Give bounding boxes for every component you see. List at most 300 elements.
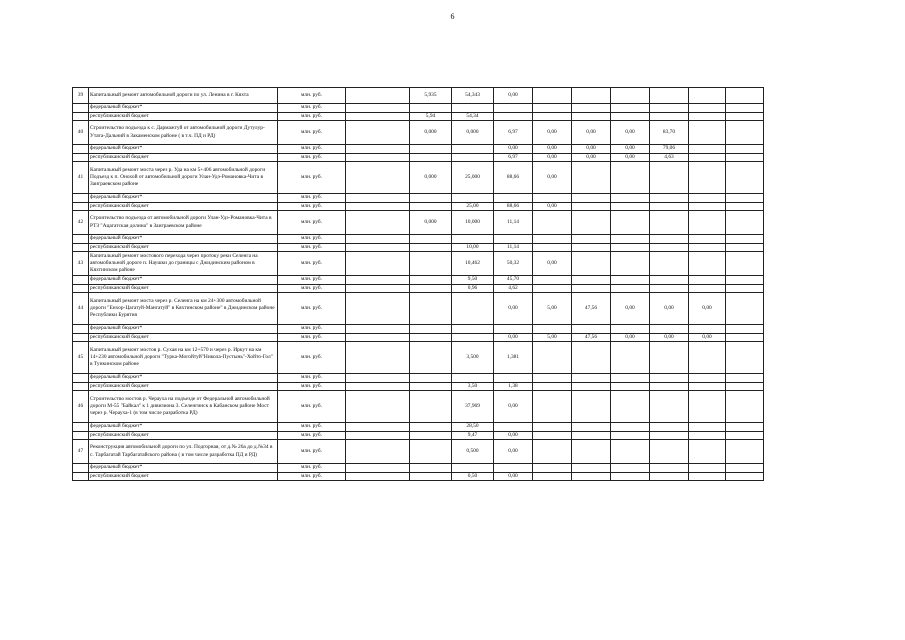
row-number: [73, 145, 89, 154]
value-cell-9: [689, 121, 726, 145]
row-name: федеральный бюджет*: [89, 194, 278, 203]
value-cell-7: [611, 391, 650, 423]
value-cell-5: 5,00: [533, 333, 572, 342]
value-cell-4: 1,381: [494, 342, 533, 374]
value-cell-6: [572, 202, 611, 211]
value-cell-7: [611, 374, 650, 383]
value-cell-1: [346, 194, 410, 203]
value-cell-2: [410, 440, 452, 464]
value-cell-6: [572, 252, 611, 276]
value-cell-3: 0,500: [452, 440, 494, 464]
value-cell-6: [572, 382, 611, 391]
value-cell-4: 88,66: [494, 162, 533, 194]
value-cell-1: [346, 162, 410, 194]
budget-table: [72, 87, 764, 481]
value-cell-1: [346, 374, 410, 383]
value-cell-5: 0,00: [533, 162, 572, 194]
value-cell-10: [726, 325, 764, 334]
value-cell-5: 5,00: [533, 293, 572, 325]
row-unit: млн. руб.: [278, 431, 346, 440]
value-cell-9: [689, 374, 726, 383]
row-unit: млн. руб.: [278, 194, 346, 203]
value-cell-7: 0,00: [611, 153, 650, 162]
value-cell-5: [533, 112, 572, 121]
value-cell-2: 5,94: [410, 112, 452, 121]
value-cell-4: 4,62: [494, 284, 533, 293]
row-number: [73, 374, 89, 383]
row-number: 46: [73, 391, 89, 423]
value-cell-10: [726, 153, 764, 162]
value-cell-3: [452, 235, 494, 244]
value-cell-5: 0,00: [533, 202, 572, 211]
row-unit: млн. руб.: [278, 276, 346, 285]
value-cell-5: [533, 374, 572, 383]
row-unit: млн. руб.: [278, 374, 346, 383]
value-cell-10: [726, 145, 764, 154]
value-cell-8: [650, 104, 689, 113]
value-cell-2: [410, 472, 452, 481]
table-row-budget: [73, 194, 764, 203]
value-cell-7: [611, 211, 650, 235]
value-cell-3: [452, 104, 494, 113]
value-cell-1: [346, 104, 410, 113]
row-unit: млн. руб.: [278, 342, 346, 374]
value-cell-6: [572, 464, 611, 473]
value-cell-9: [689, 276, 726, 285]
value-cell-4: 0,00: [494, 472, 533, 481]
row-number: [73, 243, 89, 252]
value-cell-1: [346, 112, 410, 121]
value-cell-6: [572, 112, 611, 121]
value-cell-3: 10,00: [452, 243, 494, 252]
table-row-item: [73, 211, 764, 235]
row-unit: млн. руб.: [278, 293, 346, 325]
value-cell-8: 0,00: [650, 333, 689, 342]
value-cell-5: [533, 284, 572, 293]
value-cell-9: [689, 162, 726, 194]
row-unit: млн. руб.: [278, 464, 346, 473]
value-cell-8: [650, 284, 689, 293]
value-cell-5: 0,00: [533, 252, 572, 276]
value-cell-1: [346, 276, 410, 285]
value-cell-2: [410, 342, 452, 374]
value-cell-1: [346, 431, 410, 440]
value-cell-5: [533, 243, 572, 252]
value-cell-2: [410, 464, 452, 473]
row-name: Капитальный ремонт моста через р. Уда на км 5+406 автомобильной дороги Подъезд к п. Онохой от автомобильной дороги Улан-Удэ-Романовка-Чита в Заиграевском районе: [89, 162, 278, 194]
row-number: 40: [73, 121, 89, 145]
value-cell-1: [346, 252, 410, 276]
table-row-budget: [73, 112, 764, 121]
value-cell-8: [650, 440, 689, 464]
value-cell-4: 88,66: [494, 202, 533, 211]
value-cell-8: [650, 431, 689, 440]
value-cell-4: [494, 464, 533, 473]
value-cell-5: [533, 211, 572, 235]
row-unit: млн. руб.: [278, 153, 346, 162]
value-cell-1: [346, 235, 410, 244]
value-cell-3: 25,00: [452, 202, 494, 211]
value-cell-2: [410, 284, 452, 293]
value-cell-9: [689, 202, 726, 211]
value-cell-4: 0,00: [494, 391, 533, 423]
table-row-budget: [73, 145, 764, 154]
row-name: республиканский бюджет: [89, 284, 278, 293]
value-cell-7: [611, 162, 650, 194]
value-cell-2: [410, 374, 452, 383]
value-cell-3: [452, 293, 494, 325]
value-cell-9: [689, 88, 726, 104]
table-row-budget: [73, 464, 764, 473]
value-cell-2: [410, 252, 452, 276]
value-cell-6: [572, 276, 611, 285]
value-cell-9: [689, 112, 726, 121]
row-number: [73, 284, 89, 293]
value-cell-1: [346, 325, 410, 334]
value-cell-9: [689, 431, 726, 440]
value-cell-7: [611, 382, 650, 391]
row-name: республиканский бюджет: [89, 333, 278, 342]
value-cell-2: 0,000: [410, 121, 452, 145]
value-cell-7: [611, 112, 650, 121]
value-cell-4: 0,00: [494, 88, 533, 104]
row-unit: млн. руб.: [278, 252, 346, 276]
value-cell-3: [452, 374, 494, 383]
value-cell-10: [726, 162, 764, 194]
table-row-budget: [73, 325, 764, 334]
value-cell-9: [689, 472, 726, 481]
value-cell-2: [410, 145, 452, 154]
value-cell-7: 0,00: [611, 145, 650, 154]
value-cell-7: [611, 342, 650, 374]
row-unit: млн. руб.: [278, 235, 346, 244]
value-cell-6: [572, 374, 611, 383]
row-name: Строительство мостов р. Черауха на подъезде от Федеральной автомобильной дороги М-55 "Байкал" к 1 дивизиона 3. Селенгинск в Кабанском районе Мост через р. Черауха-1 (в том числе разработка РД): [89, 391, 278, 423]
value-cell-9: [689, 194, 726, 203]
value-cell-3: 37,969: [452, 391, 494, 423]
row-name: Строительство подъезда от автомобильной дороги Улан-Удэ-Романовка-Чита в РТЗ "Ацагатская долина" в Заиграевском районе: [89, 211, 278, 235]
value-cell-3: 10,000: [452, 211, 494, 235]
value-cell-1: [346, 88, 410, 104]
row-number: [73, 194, 89, 203]
value-cell-6: [572, 243, 611, 252]
value-cell-10: [726, 88, 764, 104]
value-cell-10: [726, 243, 764, 252]
value-cell-1: [346, 423, 410, 432]
row-name: федеральный бюджет*: [89, 464, 278, 473]
value-cell-10: [726, 211, 764, 235]
value-cell-5: [533, 472, 572, 481]
row-name: федеральный бюджет*: [89, 325, 278, 334]
value-cell-2: [410, 202, 452, 211]
value-cell-7: 0,00: [611, 293, 650, 325]
table-row-budget: [73, 374, 764, 383]
value-cell-1: [346, 202, 410, 211]
value-cell-3: 0,96: [452, 284, 494, 293]
value-cell-9: [689, 382, 726, 391]
value-cell-3: 25,000: [452, 162, 494, 194]
value-cell-1: [346, 121, 410, 145]
table-row-budget: [73, 153, 764, 162]
value-cell-1: [346, 145, 410, 154]
value-cell-9: [689, 342, 726, 374]
row-unit: млн. руб.: [278, 202, 346, 211]
value-cell-5: [533, 382, 572, 391]
table-row-budget: [73, 284, 764, 293]
value-cell-2: [410, 325, 452, 334]
row-name: республиканский бюджет: [89, 153, 278, 162]
row-unit: млн. руб.: [278, 382, 346, 391]
value-cell-6: [572, 431, 611, 440]
value-cell-10: [726, 440, 764, 464]
value-cell-10: [726, 284, 764, 293]
value-cell-6: 0,00: [572, 145, 611, 154]
value-cell-5: [533, 464, 572, 473]
value-cell-9: 0,00: [689, 293, 726, 325]
value-cell-2: [410, 423, 452, 432]
row-unit: млн. руб.: [278, 88, 346, 104]
table-row-budget: [73, 235, 764, 244]
value-cell-10: [726, 472, 764, 481]
table-row-budget: [73, 333, 764, 342]
row-unit: млн. руб.: [278, 284, 346, 293]
value-cell-3: [452, 333, 494, 342]
value-cell-8: [650, 112, 689, 121]
value-cell-10: [726, 333, 764, 342]
value-cell-1: [346, 293, 410, 325]
value-cell-6: [572, 472, 611, 481]
value-cell-7: [611, 276, 650, 285]
value-cell-5: 0,00: [533, 121, 572, 145]
row-name: Капитальный ремонт мостов р. Сухая на км 12+570 и через р. Иркут на км 14+230 автомобильной дороги "Турка-Могойтуй"Никола-Пустынь"-Хойто-Гол" в Тункинском районе: [89, 342, 278, 374]
value-cell-7: [611, 472, 650, 481]
value-cell-7: [611, 284, 650, 293]
row-number: [73, 104, 89, 113]
value-cell-10: [726, 104, 764, 113]
value-cell-10: [726, 431, 764, 440]
row-number: 42: [73, 211, 89, 235]
value-cell-7: [611, 423, 650, 432]
value-cell-3: 3,50: [452, 382, 494, 391]
value-cell-6: [572, 235, 611, 244]
value-cell-2: 0,000: [410, 211, 452, 235]
row-number: [73, 276, 89, 285]
value-cell-7: [611, 194, 650, 203]
row-name: федеральный бюджет*: [89, 276, 278, 285]
value-cell-9: 0,00: [689, 333, 726, 342]
table-row-item: [73, 293, 764, 325]
row-name: федеральный бюджет*: [89, 374, 278, 383]
value-cell-1: [346, 153, 410, 162]
value-cell-7: 0,00: [611, 333, 650, 342]
row-number: [73, 382, 89, 391]
value-cell-8: [650, 252, 689, 276]
value-cell-6: [572, 162, 611, 194]
row-name: республиканский бюджет: [89, 243, 278, 252]
value-cell-1: [346, 342, 410, 374]
value-cell-10: [726, 235, 764, 244]
value-cell-2: [410, 382, 452, 391]
row-name: республиканский бюджет: [89, 112, 278, 121]
value-cell-4: 1,38: [494, 382, 533, 391]
value-cell-9: [689, 252, 726, 276]
value-cell-8: 4,63: [650, 153, 689, 162]
value-cell-4: 11,14: [494, 211, 533, 235]
value-cell-3: [452, 145, 494, 154]
value-cell-4: 11,14: [494, 243, 533, 252]
value-cell-4: 45,70: [494, 276, 533, 285]
value-cell-2: [410, 293, 452, 325]
value-cell-4: 0,00: [494, 431, 533, 440]
table-row-item: [73, 342, 764, 374]
value-cell-1: [346, 464, 410, 473]
row-number: [73, 202, 89, 211]
value-cell-1: [346, 211, 410, 235]
table-row-budget: [73, 276, 764, 285]
value-cell-9: [689, 284, 726, 293]
row-number: [73, 112, 89, 121]
value-cell-8: [650, 464, 689, 473]
value-cell-4: [494, 374, 533, 383]
value-cell-8: [650, 472, 689, 481]
row-name: Капитальный ремонт моста через р. Селенга на км 24+300 автомобильной дороги "Енхор-Цагатуй-Мангатуй" в Кяхтинском районе" в Джидинском районе Республики Бурятия: [89, 293, 278, 325]
value-cell-5: [533, 423, 572, 432]
value-cell-8: [650, 382, 689, 391]
value-cell-8: [650, 276, 689, 285]
value-cell-6: [572, 88, 611, 104]
value-cell-3: 0,000: [452, 121, 494, 145]
table-row-budget: [73, 423, 764, 432]
row-number: [73, 431, 89, 440]
value-cell-1: [346, 333, 410, 342]
row-unit: млн. руб.: [278, 423, 346, 432]
row-name: республиканский бюджет: [89, 202, 278, 211]
value-cell-3: [452, 325, 494, 334]
row-name: Капитальный ремонт автомобильной дороги по ул. Ленина в г. Кяхта: [89, 88, 278, 104]
value-cell-3: 10,462: [452, 252, 494, 276]
value-cell-9: [689, 211, 726, 235]
value-cell-1: [346, 284, 410, 293]
value-cell-10: [726, 464, 764, 473]
value-cell-8: [650, 88, 689, 104]
value-cell-5: [533, 325, 572, 334]
row-number: [73, 153, 89, 162]
value-cell-3: 9,47: [452, 431, 494, 440]
value-cell-4: [494, 325, 533, 334]
value-cell-7: [611, 464, 650, 473]
value-cell-2: 5,935: [410, 88, 452, 104]
value-cell-5: [533, 342, 572, 374]
value-cell-6: [572, 194, 611, 203]
value-cell-8: [650, 235, 689, 244]
row-unit: млн. руб.: [278, 325, 346, 334]
row-unit: млн. руб.: [278, 333, 346, 342]
value-cell-2: [410, 153, 452, 162]
value-cell-9: [689, 104, 726, 113]
value-cell-6: 0,00: [572, 153, 611, 162]
value-cell-2: [410, 276, 452, 285]
table-row-budget: [73, 472, 764, 481]
row-name: Строительство подъезда к с. Дармажтуй от автомобильной дороги Дутулур-Утата-Дальний в Закаменском районе ( в т.ч. ПД и РД): [89, 121, 278, 145]
row-number: 39: [73, 88, 89, 104]
value-cell-4: 0,00: [494, 293, 533, 325]
row-unit: млн. руб.: [278, 243, 346, 252]
value-cell-8: [650, 342, 689, 374]
value-cell-1: [346, 243, 410, 252]
value-cell-7: [611, 440, 650, 464]
value-cell-7: [611, 88, 650, 104]
value-cell-6: [572, 423, 611, 432]
value-cell-10: [726, 202, 764, 211]
value-cell-8: [650, 202, 689, 211]
table-row-item: [73, 440, 764, 464]
value-cell-8: 79,06: [650, 145, 689, 154]
table-row-budget: [73, 104, 764, 113]
row-number: [73, 235, 89, 244]
table-row-item: [73, 121, 764, 145]
value-cell-4: 0,00: [494, 333, 533, 342]
value-cell-10: [726, 374, 764, 383]
value-cell-5: 0,00: [533, 153, 572, 162]
value-cell-10: [726, 391, 764, 423]
value-cell-4: [494, 112, 533, 121]
row-number: 41: [73, 162, 89, 194]
row-name: федеральный бюджет*: [89, 423, 278, 432]
table-row-budget: [73, 202, 764, 211]
value-cell-2: [410, 243, 452, 252]
value-cell-5: [533, 104, 572, 113]
value-cell-6: 47,56: [572, 333, 611, 342]
table-row-item: [73, 88, 764, 104]
value-cell-9: [689, 464, 726, 473]
value-cell-8: 0,00: [650, 293, 689, 325]
page-number: 6: [450, 12, 455, 21]
value-cell-3: 0,50: [452, 472, 494, 481]
value-cell-8: [650, 162, 689, 194]
value-cell-1: [346, 391, 410, 423]
value-cell-9: [689, 153, 726, 162]
value-cell-9: [689, 423, 726, 432]
value-cell-5: [533, 431, 572, 440]
value-cell-10: [726, 382, 764, 391]
row-unit: млн. руб.: [278, 121, 346, 145]
value-cell-5: [533, 88, 572, 104]
value-cell-5: [533, 440, 572, 464]
value-cell-7: [611, 235, 650, 244]
value-cell-9: [689, 391, 726, 423]
value-cell-10: [726, 342, 764, 374]
value-cell-6: 0,00: [572, 121, 611, 145]
value-cell-3: [452, 153, 494, 162]
value-cell-4: [494, 194, 533, 203]
row-number: [73, 423, 89, 432]
value-cell-4: 6,97: [494, 121, 533, 145]
value-cell-8: [650, 194, 689, 203]
value-cell-10: [726, 194, 764, 203]
row-unit: млн. руб.: [278, 145, 346, 154]
row-number: 44: [73, 293, 89, 325]
row-name: федеральный бюджет*: [89, 145, 278, 154]
table-row-budget: [73, 382, 764, 391]
value-cell-6: [572, 342, 611, 374]
row-unit: млн. руб.: [278, 112, 346, 121]
value-cell-7: [611, 431, 650, 440]
value-cell-4: 0,00: [494, 145, 533, 154]
value-cell-8: 83,70: [650, 121, 689, 145]
value-cell-9: [689, 243, 726, 252]
value-cell-2: [410, 431, 452, 440]
value-cell-7: [611, 104, 650, 113]
